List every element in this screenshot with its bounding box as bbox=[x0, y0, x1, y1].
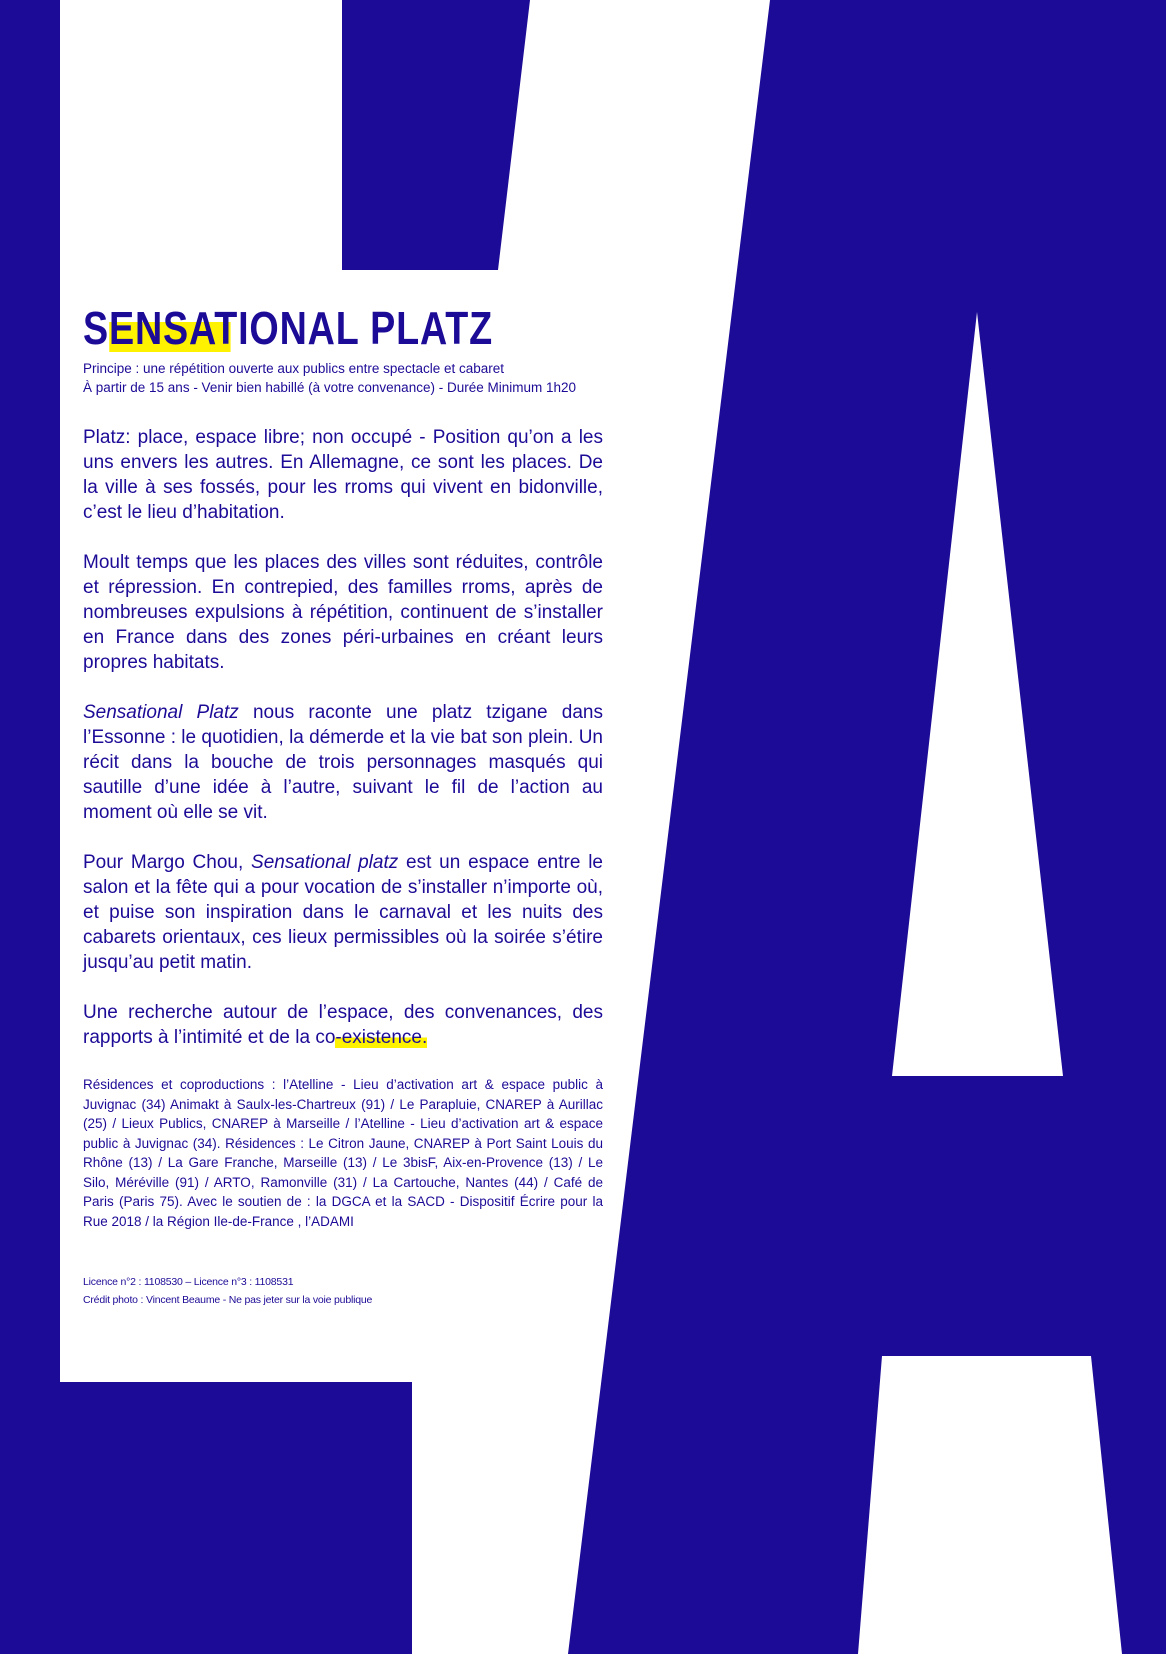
paragraph-5-text: Une recherche autour de l’espace, des convenances, des rapports à l’intimité et de la co bbox=[83, 1002, 603, 1048]
paragraph-3-text: nous raconte une platz tzigane dans l’Essonne : le quotidien, la démerde et la vie bat son plein. Un récit dans la bouche de trois personnages masqués qui sautille d’une idée à l’autre, suivant le fil de l’action au moment où elle se vit. bbox=[83, 702, 603, 823]
paragraph-4-start: Pour Margo Chou, bbox=[83, 852, 252, 873]
paragraph-4 bbox=[83, 850, 603, 975]
paragraph-2: Moult temps que les places des villes sont réduites, contrôle et répression. En contrepied, des familles rroms, après de nombreuses expulsions à répétition, continuent de s’installer en France dans des zones péri-urbaines en créant leurs propres habitats. bbox=[83, 552, 603, 673]
subtitle bbox=[83, 359, 603, 397]
letter-a-bottom-gap bbox=[858, 1356, 1122, 1654]
licence-numbers: Licence n°2 : 1108530 – Licence n°3 : 1108531 bbox=[83, 1276, 294, 1288]
paragraph-3 bbox=[83, 700, 603, 825]
text-column bbox=[83, 300, 603, 1309]
show-title-italic: Sensational platz bbox=[251, 852, 399, 873]
paragraph-1: Platz: place, espace libre; non occupé - Position qu’on a les uns envers les autres. En Allemagne, ce sont les places. De la ville à ses fossés, pour les rroms qui vivent en bidonville, c’est le lieu d’habitation. bbox=[83, 427, 603, 523]
paragraph-5 bbox=[83, 1000, 603, 1050]
title-text: SENSATIONAL PLATZ bbox=[83, 302, 493, 354]
subtitle-line-2: À partir de 15 ans - Venir bien habillé (à votre convenance) - Durée Minimum 1h20 bbox=[83, 380, 577, 395]
highlighted-word: -existence. bbox=[335, 1027, 428, 1048]
photo-credit: Crédit photo : Vincent Beaume - Ne pas jeter sur la voie publique bbox=[83, 1294, 373, 1306]
body-text bbox=[83, 425, 603, 1050]
legal-notice bbox=[83, 1273, 603, 1309]
page-title bbox=[83, 300, 509, 356]
show-title-italic: Sensational Platz bbox=[83, 702, 239, 723]
subtitle-line-1: Principe : une répétition ouverte aux publics entre spectacle et cabaret bbox=[83, 361, 504, 376]
paragraph-4-text: est un espace entre le salon et la fête qui a pour vocation de s’installer n’importe où, et puise son inspiration dans le carnaval et les nuits des cabarets orientaux, ces lieux permissibles où la soirée s’étire jusqu’au petit matin. bbox=[83, 852, 603, 973]
credits: Résidences et coproductions : l’Atelline - Lieu d’activation art & espace public à Juvignac (34) Animakt à Saulx-les-Chartreux (91) / Le Parapluie, CNAREP à Aurillac (25) / Lieux Publics, CNAREP à Marseille / l’Atelline - Lieu d’activation art & espace public à Juvignac (34). Résidences : Le Citron Jaune, CNAREP à Port Saint Louis du Rhône (13) / La Gare Franche, Marseille (13) / Le 3bisF, Aix-en-Provence (13) / Le Silo, Méréville (91) / ARTO, Ramonville (31) / La Cartouche, Nantes (44) / Café de Paris (Paris 75). Avec le soutien de : la DGCA et la SACD - Dispositif Écrire pour la Rue 2018 / la Région Ile-de-France , l’ADAMI bbox=[83, 1077, 603, 1229]
